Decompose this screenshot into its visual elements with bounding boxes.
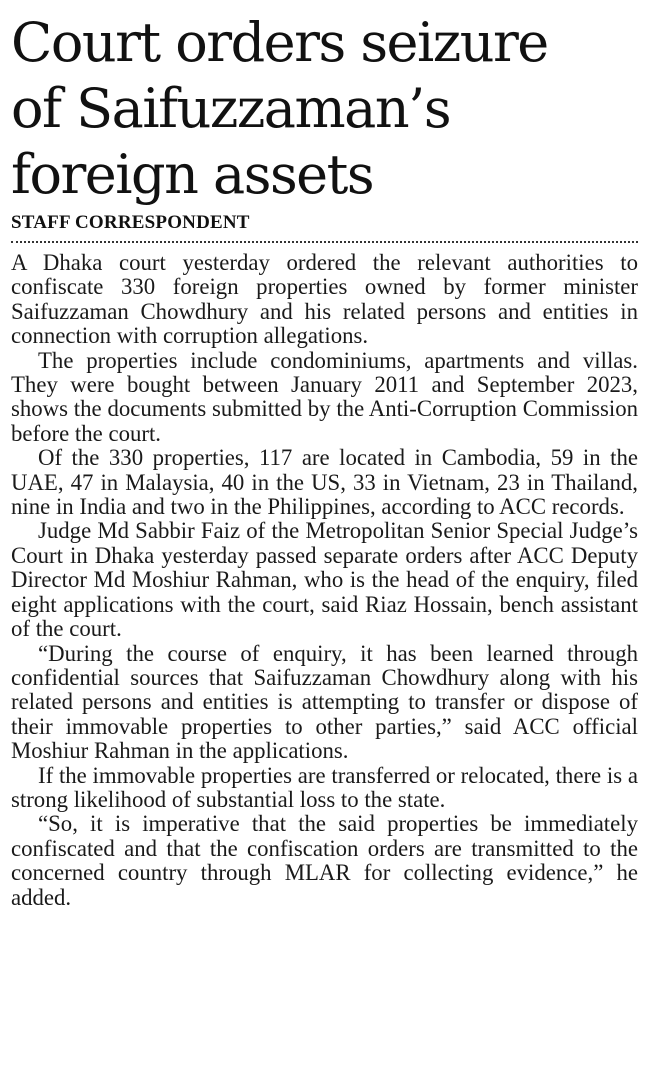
news-article	[11, 10, 638, 910]
byline: STAFF CORRESPONDENT	[11, 212, 250, 233]
article-body	[11, 251, 638, 910]
article-paragraph: “So, it is imperative that the said properties be immediately confiscated and that the confiscation orders are transmitted to the concerned country through MLAR for collecting evidence,” he added.	[11, 811, 638, 910]
article-paragraph: Judge Md Sabbir Faiz of the Metropolitan Senior Special Judge’s Court in Dhaka yesterday passed separate orders after ACC Deputy Director Md Moshiur Rahman, who is the head of the enquiry, filed eight applications with the court, said Riaz Hossain, bench assistant of the court.	[11, 518, 638, 642]
article-paragraph: “During the course of enquiry, it has been learned through confidential sources that Saifuzzaman Chowdhury along with his related persons and entities is attempting to transfer or dispose of their immovable properties to other parties,” said ACC official Moshiur Rahman in the applications.	[11, 640, 638, 764]
article-paragraph: The properties include condominiums, apartments and villas. They were bought between January 2011 and September 2023, shows the documents submitted by the Anti-Corruption Commission before the court.	[11, 347, 638, 446]
article-paragraph: Of the 330 properties, 117 are located in Cambodia, 59 in the UAE, 47 in Malaysia, 40 in the US, 33 in Vietnam, 23 in Thailand, nine in India and two in the Philippines, according to ACC records.	[11, 445, 638, 520]
headline	[11, 10, 638, 208]
headline-line: of Saifuzzaman’s	[11, 77, 451, 140]
article-paragraph: If the immovable properties are transferred or relocated, there is a strong likelihood of substantial loss to the state.	[11, 762, 638, 812]
article-paragraph: A Dhaka court yesterday ordered the relevant authorities to confiscate 330 foreign properties owned by former minister Saifuzzaman Chowdhury and his related persons and entities in connection with corruption allegations.	[11, 250, 638, 349]
headline-line: foreign assets	[11, 143, 374, 206]
headline-line: Court orders seizure	[11, 11, 548, 74]
dotted-divider	[11, 241, 638, 243]
